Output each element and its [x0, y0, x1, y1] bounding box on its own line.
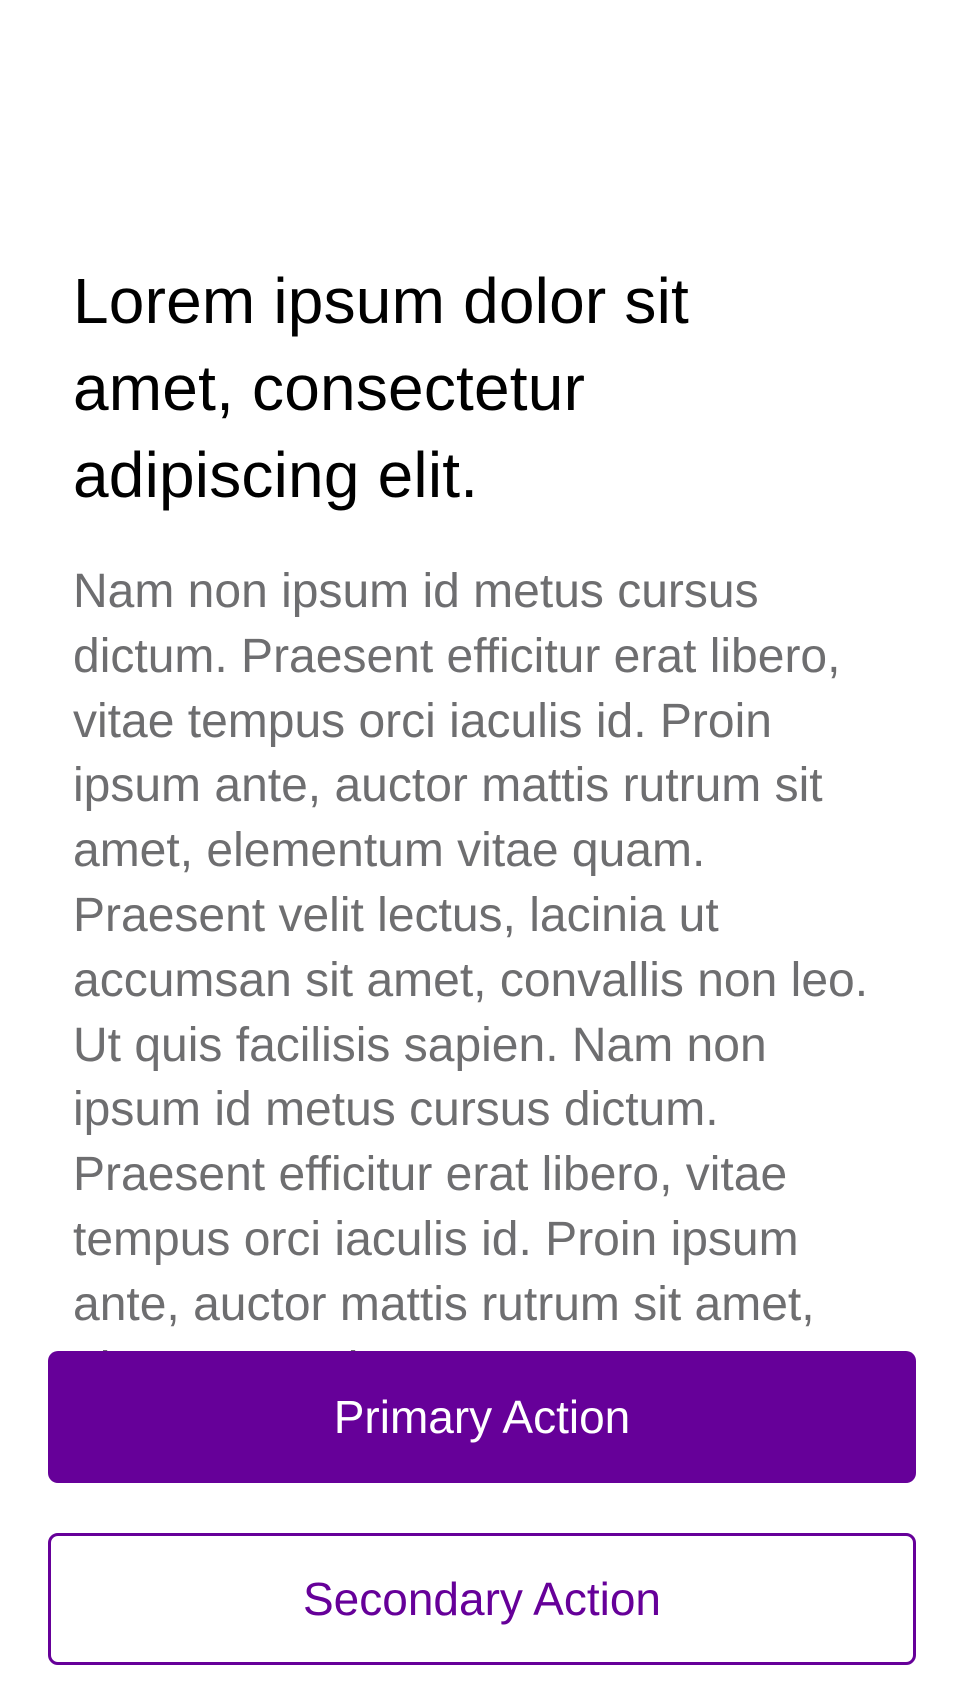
- primary-action-button[interactable]: Primary Action: [48, 1351, 916, 1483]
- page-title: Lorem ipsum dolor sit amet, consectetur adipiscing elit.: [73, 265, 689, 511]
- body-text: Nam non ipsum id metus cursus dictum. Praesent efficitur erat libero, vitae tempus orci iaculis id. Proin ipsum ante, auctor mattis rutrum sit amet, elementum vitae quam. Praesent velit lectus, lacinia ut accumsan sit amet, convallis non leo. Ut quis facilisis sapien. Nam non ipsum id metus cursus dictum. Praesent efficitur erat libero, vitae tempus orci iaculis id. Proin ipsum ante, auctor mattis rutrum sit amet,: [73, 565, 869, 1331]
- secondary-action-button[interactable]: Secondary Action: [48, 1533, 916, 1665]
- content-area: [73, 258, 903, 519]
- body-scroll-area[interactable]: [73, 560, 903, 1331]
